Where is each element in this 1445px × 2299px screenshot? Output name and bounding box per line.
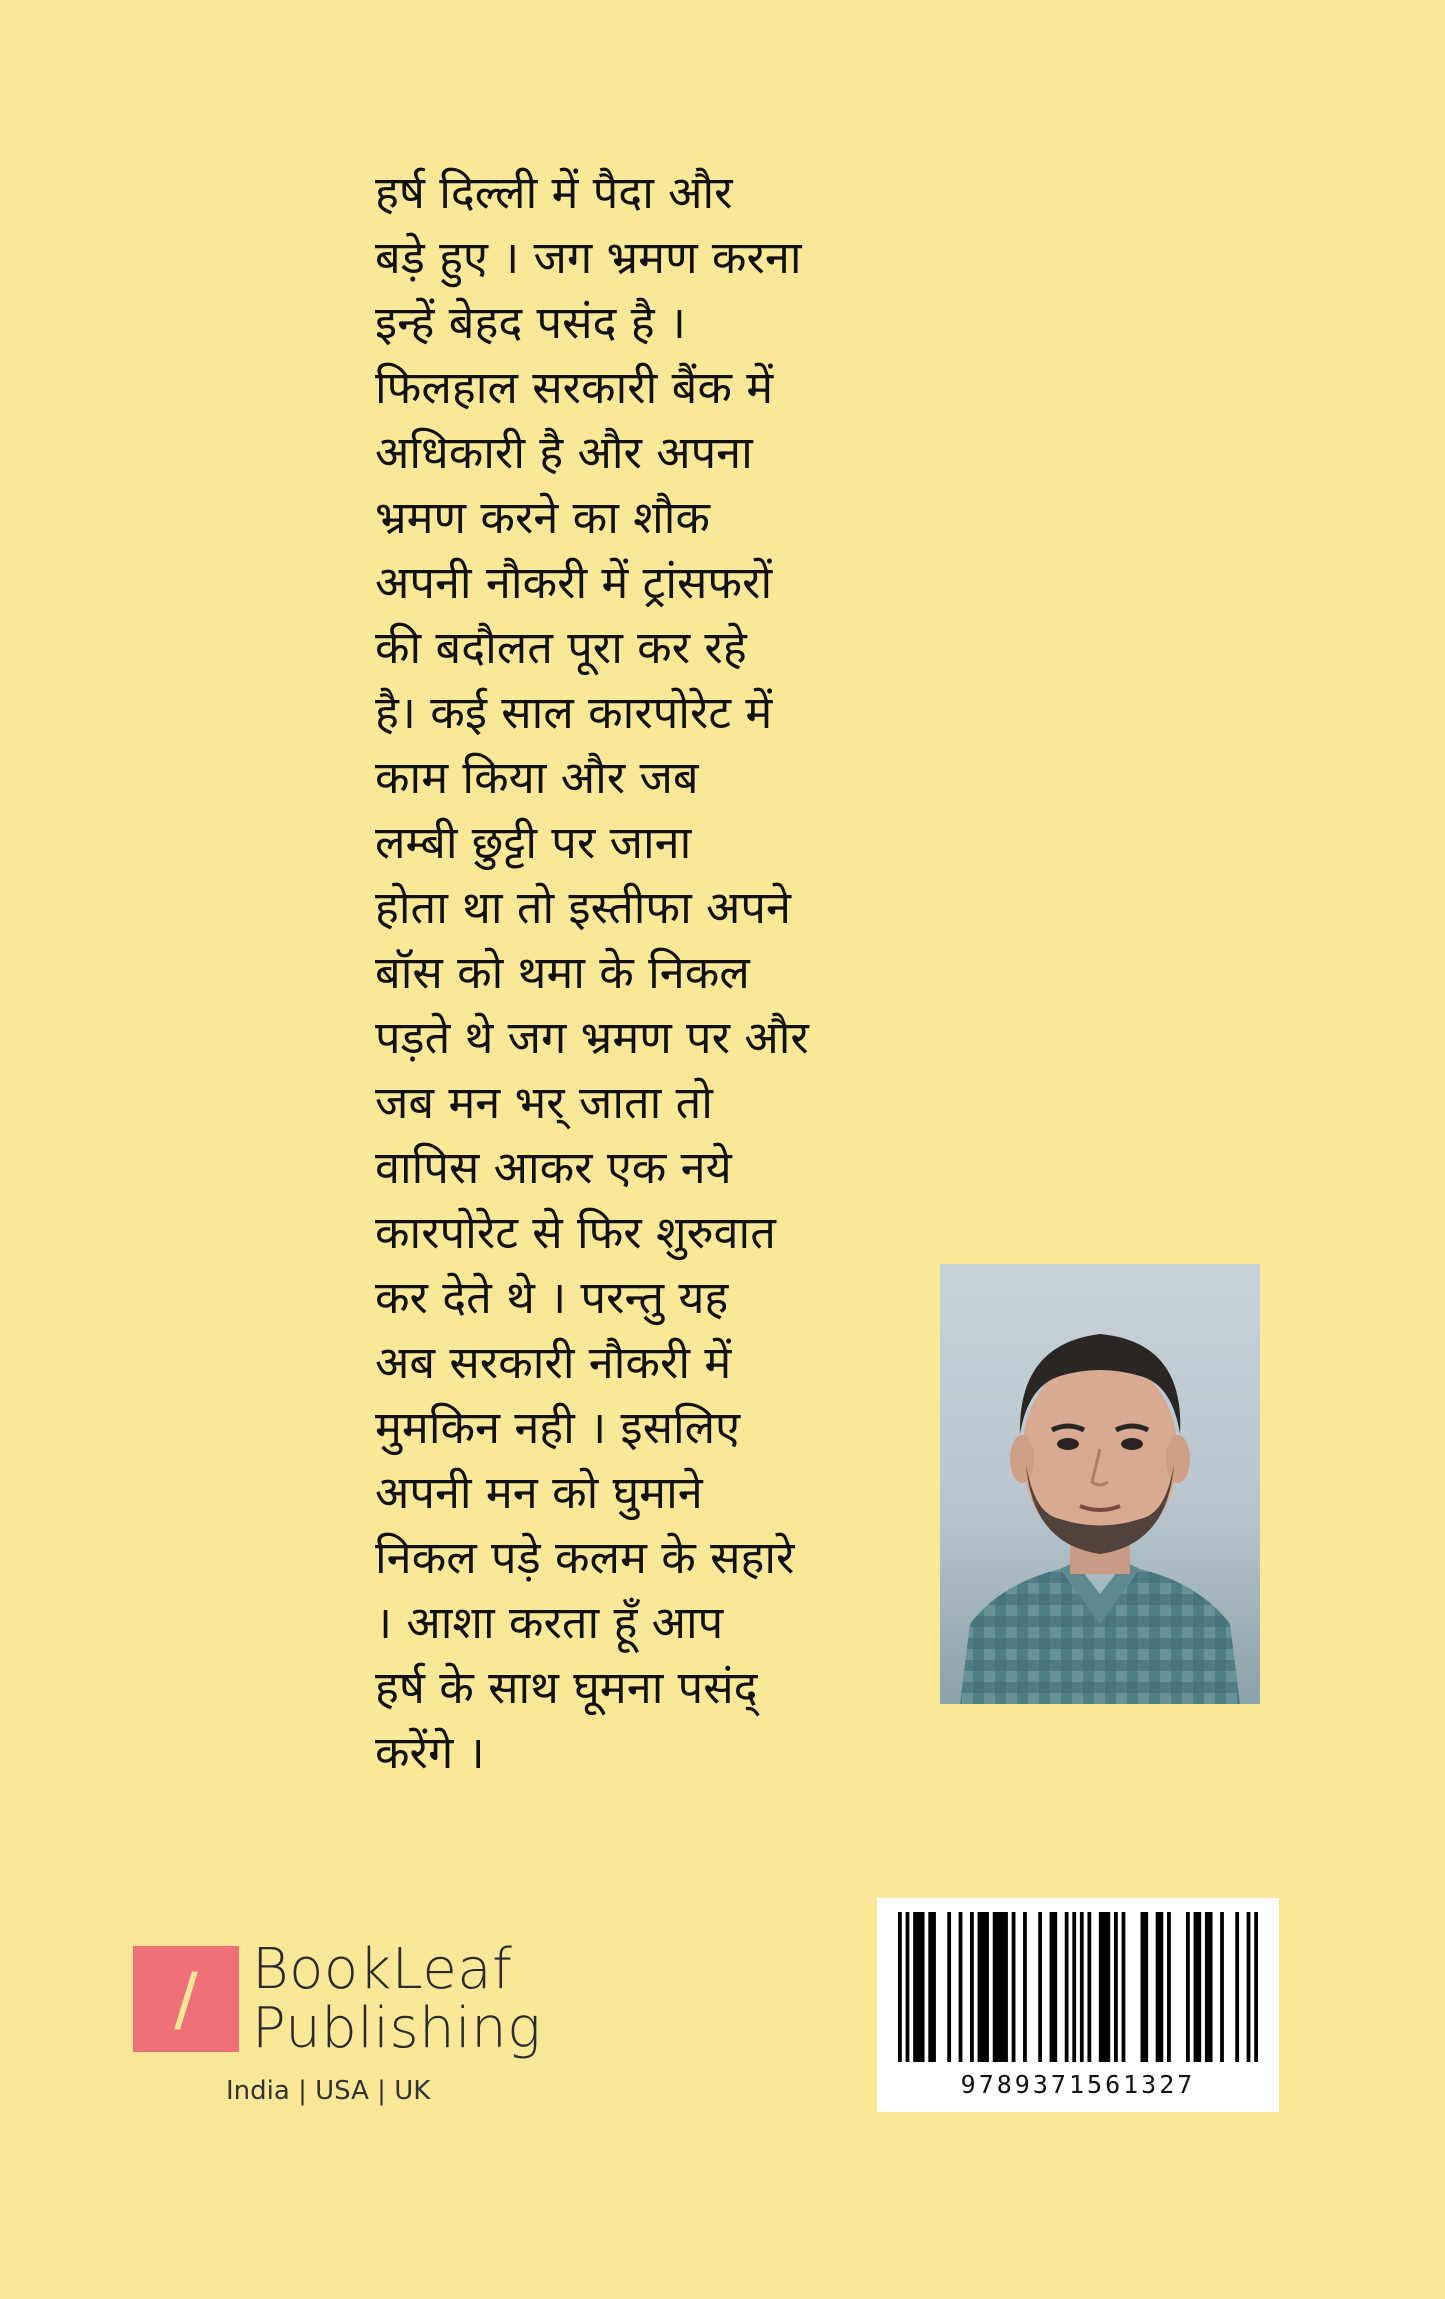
barcode-bar [1065,1912,1069,2062]
bio-line: हर्ष के साथ घूमना पसंद् [375,1661,758,1714]
publisher-name-line1: BookLeaf [252,1937,513,2002]
isbn-barcode [877,1898,1279,2112]
barcode-bar [1186,1912,1190,2062]
bio-line: अधिकारी है और अपना [375,426,753,479]
barcode-bar [947,1912,951,2062]
barcode-bar [913,1912,924,2062]
bio-line: हर्ष दिल्ली में पैदा और [375,166,733,219]
barcode-bar [1220,1912,1224,2062]
barcode-bar [1156,1912,1164,2062]
barcode-bar [1072,1912,1076,2062]
bio-line: अब सरकारी नौकरी में [375,1336,732,1389]
barcode-bar [970,1912,974,2062]
barcode-bar [1167,1912,1171,2062]
barcode-bar [978,1912,989,2062]
bio-line: लम्बी छुट्टी पर जाना [375,816,692,869]
bio-line: भ्रमण करने का शौक [375,491,710,544]
publisher-regions: India | USA | UK [226,2076,431,2106]
bio-line: बड़े हुए । जग भ्रमण करना [375,231,802,284]
bio-line: इन्हें बेहद पसंद है । [375,296,686,349]
bio-line: है। कई साल कारपोरेट में [375,686,773,739]
barcode-bar [993,1912,1008,2062]
barcode-bar [1012,1912,1016,2062]
barcode-bar [1038,1912,1042,2062]
barcode-bar [1050,1912,1058,2062]
barcode-bar [1254,1912,1258,2062]
author-bio [375,160,895,1785]
bookleaf-logo-mark [133,1946,239,2052]
barcode-bar [928,1912,936,2062]
barcode-bar [898,1912,902,2062]
bio-line: जब मन भर् जाता तो [375,1076,713,1129]
bio-line: बॉस को थमा के निकल [375,946,750,999]
barcode-bar [1235,1912,1239,2062]
bio-line: होता था तो इस्तीफा अपने [375,881,791,934]
barcode-bar [1205,1912,1213,2062]
barcode-bar [906,1912,910,2062]
bio-line: कारपोरेट से फिर शुरुवात [375,1206,776,1259]
bio-line: अपनी मन को घुमाने [375,1466,703,1519]
bio-line: वापिस आकर एक नये [375,1141,732,1194]
bio-line: काम किया और जब [375,751,699,804]
bio-line: निकल पड़े कलम के सहारे [375,1531,795,1584]
logo-slash-icon: / [174,1958,198,2040]
publisher-name-line2: Publishing [252,1996,542,2061]
bio-line: अपनी नौकरी में ट्रांसफरों [375,556,773,609]
barcode-bar [1114,1912,1118,2062]
author-portrait-illustration [940,1264,1260,1704]
bio-line: पड़ते थे जग भ्रमण पर और [375,1011,809,1064]
barcode-bar [1099,1912,1110,2062]
author-photo [940,1264,1260,1704]
bio-line: । आशा करता हूँ आप [375,1596,724,1649]
bio-line: मुमकिन नही । इसलिए [375,1401,741,1454]
barcode-bar [1080,1912,1084,2062]
barcode-bar [959,1912,963,2062]
bio-line: की बदौलत पूरा कर रहे [375,621,747,674]
barcode-bar [1141,1912,1149,2062]
bio-line: फिलहाल सरकारी बैंक में [375,361,774,414]
barcode-bar [1247,1912,1251,2062]
barcode-bar [1087,1912,1091,2062]
barcode-bar [1023,1912,1027,2062]
isbn-number: 9789371561327 [960,2070,1196,2099]
barcode-bar [1122,1912,1126,2062]
barcode-bar [1194,1912,1202,2062]
bio-line: कर देते थे । परन्तु यह [375,1271,729,1324]
bio-line: करेंगे । [375,1726,485,1779]
